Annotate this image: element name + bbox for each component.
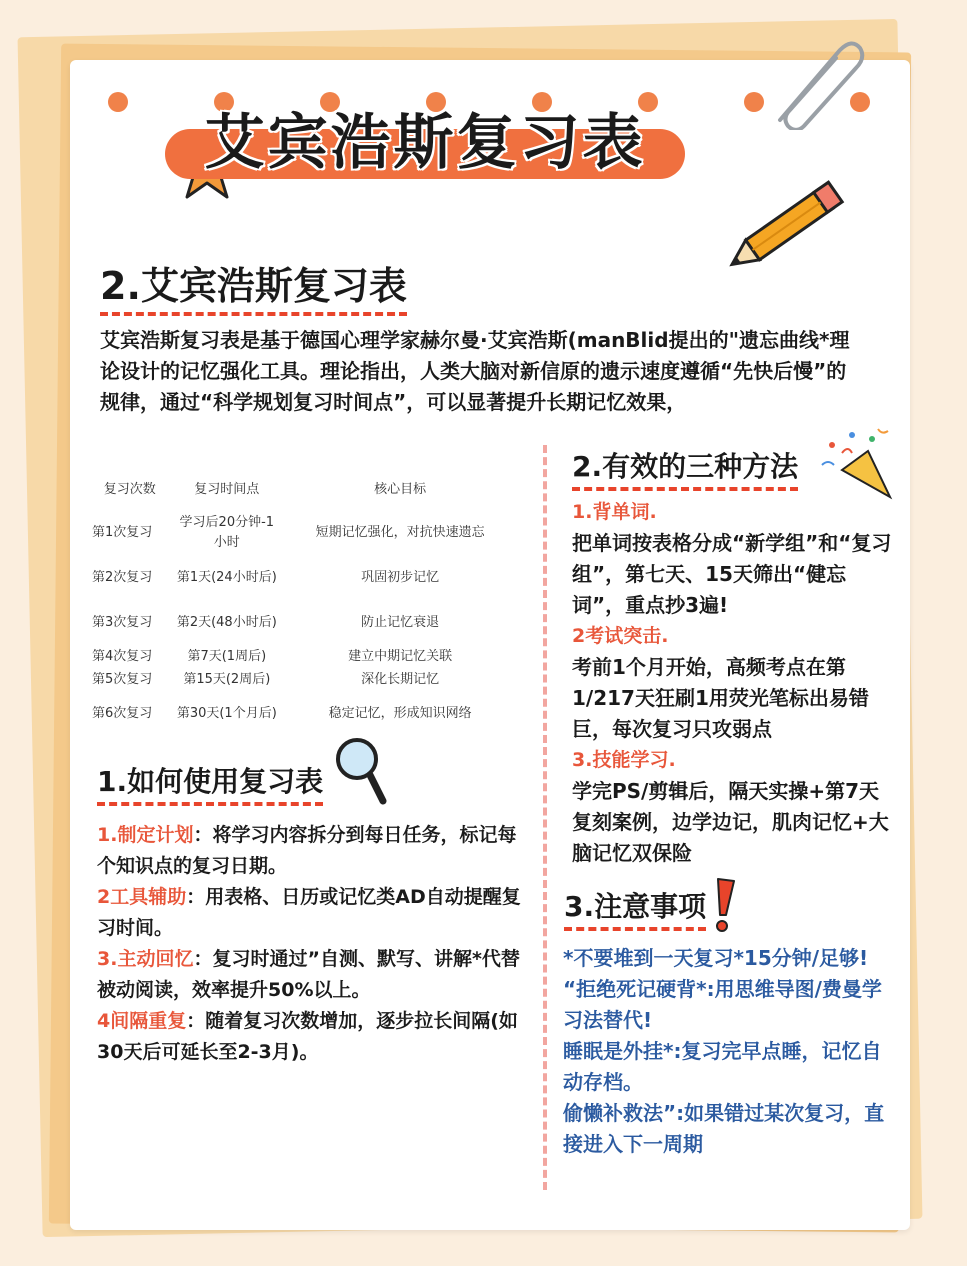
table-row [88, 691, 518, 736]
title-banner [165, 95, 685, 185]
column-header: 核心目标 [374, 482, 427, 497]
usage-list [97, 820, 527, 1068]
section-heading-usage: 1.如何使用复习表 [97, 760, 323, 806]
method-title: 2考试突击. [572, 625, 669, 647]
table-cell: 第5次复习 [92, 671, 153, 687]
table-cell: 学习后20分钟-1小时 [179, 514, 275, 550]
usage-item [97, 1006, 527, 1068]
method-text: 把单词按表格分成“新学组”和“复习组”，第七天、15天筛出“健忘词”，重点抄3遍! [572, 531, 892, 617]
magnifier-icon [333, 735, 388, 807]
table-cell: 第2次复习 [92, 569, 153, 585]
party-popper-icon [812, 425, 897, 505]
binder-hole [108, 92, 128, 112]
table-cell: 第4次复习 [92, 648, 153, 664]
table-cell: 第3次复习 [92, 614, 153, 630]
pencil-icon [720, 170, 860, 280]
usage-text: ：将学习内容拆分到每日任务，标记每个知识点的复习日期。 [97, 824, 517, 877]
usage-text: ：随着复习次数增加，逐步拉长间隔(如30天后可延长至2-3月)。 [97, 1010, 518, 1063]
table-cell: 第1天(24小时后) [176, 569, 277, 585]
method-title: 1.背单词. [572, 501, 657, 523]
usage-text: ：复习时通过”自测、默写、讲解*代替被动阅读，效率提升50%以上。 [97, 948, 520, 1001]
note-item: 睡眠是外挂*:复习完早点睡，记忆自动存档。 [563, 1039, 882, 1094]
usage-title: 2工具辅助 [97, 886, 187, 908]
note-item: 偷懒补救法”:如果错过某次复习，直接进入下一周期 [563, 1101, 885, 1156]
exclamation-icon [708, 875, 740, 935]
column-header: 复习时间点 [194, 482, 260, 497]
table-cell: 第30天(1个月后) [176, 705, 277, 721]
method-text: 学完PS/剪辑后，隔天实操+第7天复刻案例，边学边记，肌肉记忆+大脑记忆双保险 [572, 779, 889, 865]
table-cell: 第7天(1周后) [187, 648, 267, 664]
table-cell: 防止记忆衰退 [361, 614, 440, 630]
intro-paragraph: 艾宾浩斯复习表是基于德国心理学家赫尔曼·艾宾浩斯(manBlid提出的"遗忘曲线*理论设计的记忆强化工具。理论指出，人类大脑对新信原的遗示速度遵循“先快后慢”的规律，通过“科学规划复习时间点”，可以显著提升长期记忆效果， [100, 328, 850, 414]
table-row [88, 668, 518, 691]
usage-item [97, 820, 527, 882]
usage-item [97, 944, 527, 1006]
section-heading-notes: 3.注意事项 [564, 885, 706, 931]
table-row [88, 555, 518, 600]
table-cell: 建立中期记忆关联 [348, 648, 453, 664]
section-heading-main: 2.艾宾浩斯复习表 [100, 255, 407, 316]
table-cell: 深化长期记忆 [361, 671, 440, 687]
table-cell: 第6次复习 [92, 705, 153, 721]
usage-text: ：用表格、日历或记忆类AD自动提醒复习时间。 [97, 886, 521, 939]
table-cell: 巩固初步记忆 [361, 569, 440, 585]
table-cell: 稳定记忆，形成知识网络 [328, 705, 472, 721]
table-cell: 第2天(48小时后) [176, 614, 277, 630]
note-item: *不要堆到一天复习*15分钟/足够! [563, 946, 869, 970]
section-heading-methods: 2.有效的三种方法 [572, 445, 798, 491]
methods-list [572, 497, 892, 869]
page-title: 艾宾浩斯复习表 [204, 108, 646, 178]
table-row [88, 645, 518, 668]
column-header: 复习次数 [103, 482, 156, 497]
usage-item [97, 882, 527, 944]
notes-list [563, 943, 893, 1160]
usage-title: 4间隔重复 [97, 1010, 187, 1032]
table-header-row [88, 465, 518, 510]
method-text: 考前1个月开始，高频考点在第1/217天狂刷1用荧光笔标出易错巨，每次复习只攻弱点 [572, 655, 869, 741]
table-cell: 第15天(2周后) [183, 671, 271, 687]
table-cell: 短期记忆强化，对抗快速遗忘 [315, 524, 485, 540]
note-item: “拒绝死记硬背*:用思维导图/费曼学习法替代! [563, 977, 882, 1032]
table-row [88, 510, 518, 555]
method-title: 3.技能学习. [572, 749, 676, 771]
column-divider [543, 445, 547, 1190]
usage-title: 3.主动回忆 [97, 948, 194, 970]
table-cell: 第1次复习 [92, 524, 153, 540]
paperclip-icon [760, 30, 870, 130]
table-row [88, 600, 518, 645]
review-table [88, 465, 518, 736]
usage-title: 1.制定计划 [97, 824, 194, 846]
